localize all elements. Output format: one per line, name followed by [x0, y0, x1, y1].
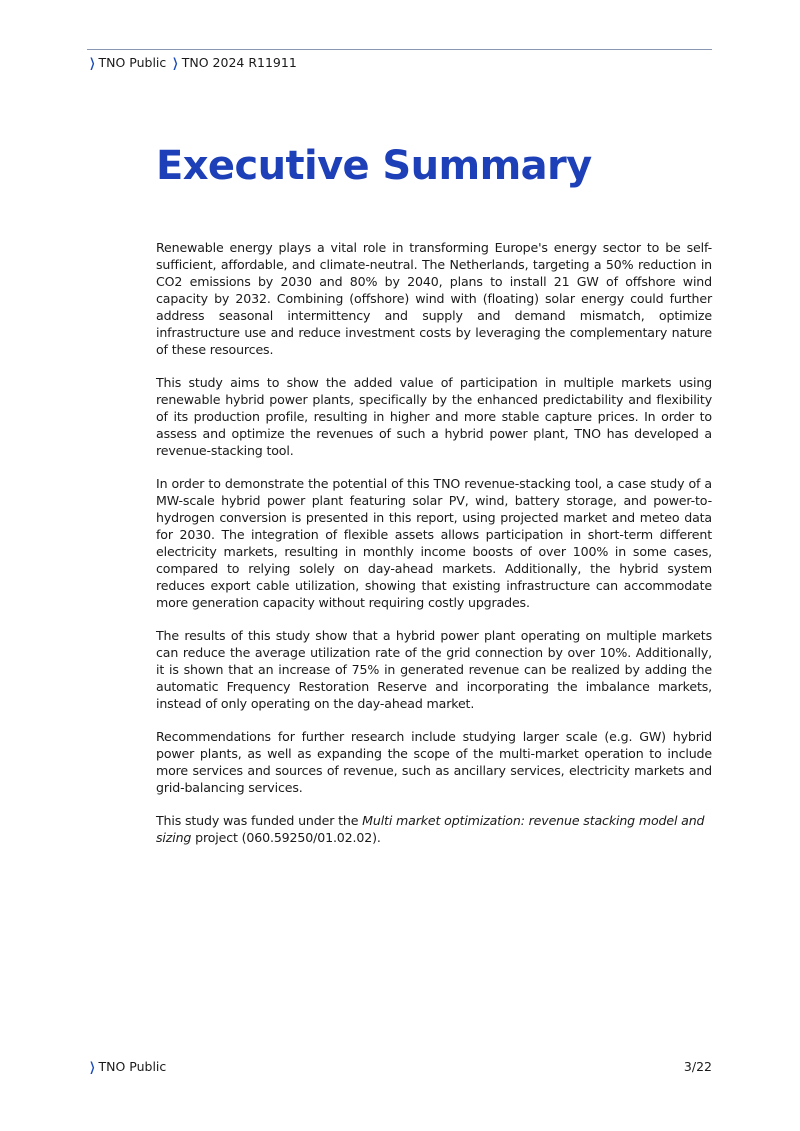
paragraph-study-aim: This study aims to show the added value of participation in multiple markets using renewable hybrid power plants, specifically by the enhanced predictability and flexibility of its production profile, resulting in higher and more stable capture prices. In order to assess and optimize the revenues of such a hybrid power plant, TNO has developed a revenue-stacking tool.	[156, 375, 712, 458]
page-number: 3/22	[683, 1059, 712, 1074]
funding-suffix: project (060.59250/01.02.02).	[191, 830, 381, 845]
page-title: Executive Summary	[156, 143, 592, 189]
chevron-right-icon: ❯	[89, 55, 96, 70]
chevron-right-icon: ❯	[172, 55, 179, 70]
page-footer	[87, 1059, 166, 1075]
header-classification: TNO Public	[98, 55, 167, 70]
funding-prefix: This study was funded under the	[156, 813, 363, 828]
paragraph-intro: Renewable energy plays a vital role in transforming Europe's energy sector to be self-sufficient, affordable, and climate-neutral. The Netherlands, targeting a 50% reduction in CO2 emissions by 2030 and 80% by 2040, plans to install 21 GW of offshore wind capacity by 2032. Combining (offshore) wind with (floating) solar energy could further address seasonal intermittency and supply and demand mismatch, optimize infrastructure use and reduce investment costs by leveraging the complementary nature of these resources.	[156, 240, 712, 357]
document-body	[156, 239, 712, 862]
header-report-number: TNO 2024 R11911	[181, 55, 297, 70]
paragraph-funding	[156, 812, 712, 846]
paragraph-recommendations: Recommendations for further research include studying larger scale (e.g. GW) hybrid power plants, as well as expanding the scope of the multi-market operation to include more services and sources of revenue, such as ancillary services, electricity markets and grid-balancing services.	[156, 729, 712, 795]
header-rule	[87, 49, 712, 50]
funding-project-name: Multi market optimization: revenue stacking model and sizing	[156, 813, 705, 845]
paragraph-results: The results of this study show that a hybrid power plant operating on multiple markets can reduce the average utilization rate of the grid connection by over 10%. Additionally, it is shown that an increase of 75% in generated revenue can be realized by adding the automatic Frequency Restoration Reserve and incorporating the imbalance markets, instead of only operating on the day-ahead market.	[156, 628, 712, 711]
chevron-right-icon: ❯	[89, 1059, 96, 1074]
page-header	[87, 55, 297, 71]
paragraph-case-study: In order to demonstrate the potential of this TNO revenue-stacking tool, a case study of a MW-scale hybrid power plant featuring solar PV, wind, battery storage, and power-to-hydrogen conversion is presented in this report, using projected market and meteo data for 2030. The integration of flexible assets allows participation in short-term different electricity markets, resulting in monthly income boosts of over 100% in some cases, compared to relying solely on day-ahead markets. Additionally, the hybrid system reduces export cable utilization, showing that existing infrastructure can accommodate more generation capacity without requiring costly upgrades.	[156, 476, 712, 610]
footer-classification: TNO Public	[98, 1059, 167, 1074]
